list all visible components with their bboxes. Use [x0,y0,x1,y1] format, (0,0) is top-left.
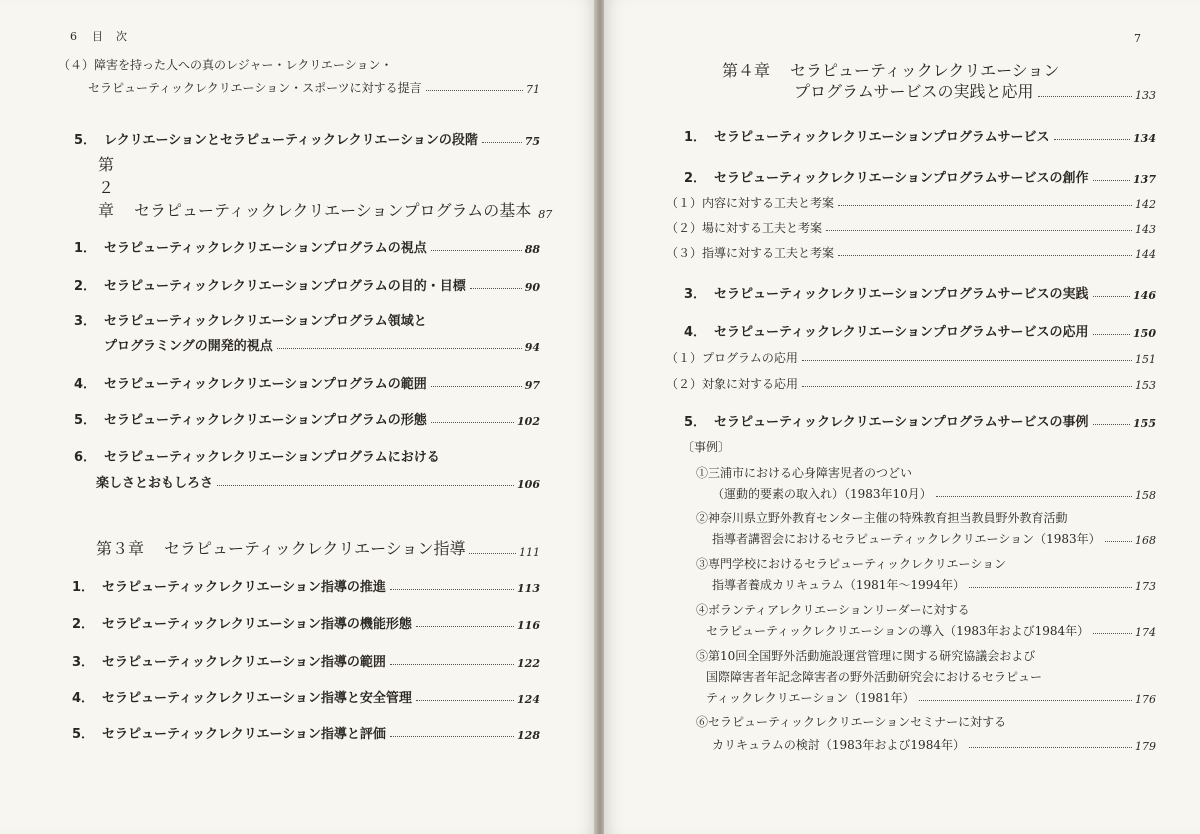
toc-chapter-3[interactable] [96,537,540,559]
section-title: セラピューティックレクリエーションプログラムにおける [104,450,440,465]
case-text: 指導者講習会におけるセラピューティックレクリエーション（1983年） [712,532,1101,546]
chapter-number: 第４章 [722,61,771,80]
toc-entry-ch3-3[interactable] [72,650,540,670]
section-number: 1． [74,241,97,256]
section-number: 2． [72,617,95,632]
toc-chapter-4-line1 [722,58,1059,81]
leader-dots [936,496,1132,497]
page-number: 155 [1133,417,1156,430]
leader-dots [217,485,514,486]
page-number: 71 [526,83,540,96]
toc-entry-ch3-1[interactable] [72,575,540,595]
leader-dots [431,250,522,251]
section-number: 6． [74,450,97,465]
sub-label: （１） [666,196,703,210]
page-number: 113 [517,582,540,595]
contents-title: 目 次 [92,30,128,43]
chapter-title: セラピューティックレクリエーション [790,61,1060,80]
section-number: 1． [72,580,95,595]
leader-dots [416,700,514,701]
item4-line1 [58,56,393,73]
leader-dots [470,288,522,289]
toc-chapter-4[interactable] [794,80,1156,102]
section-number: 5． [72,727,95,742]
section-title: セラピューティックレクリエーションプログラムの範囲 [104,377,427,392]
leader-dots [277,348,522,349]
left-page-header [70,28,128,44]
case-5-line2: 国際障害者年記念障害者の野外活動研究会におけるセラピュー [706,670,1043,684]
leader-dots [1038,96,1132,97]
page-number: 97 [524,379,540,392]
section-title: セラピューティックレクリエーションプログラムサービスの応用 [714,325,1089,340]
case-1-line1: ①三浦市における心身障害児者のつどい [696,466,913,480]
toc-entry-ch2-1[interactable] [74,236,540,256]
section-title: レクリエーションとセラピューティックレクリエーションの段階 [104,133,478,148]
leader-dots [1093,633,1132,634]
leader-dots [826,230,1132,231]
leader-dots [969,747,1132,748]
toc-sub-2-3[interactable] [666,241,1156,261]
page-number: 87 [538,208,553,221]
sub-title: プログラムの応用 [702,351,798,365]
leader-dots [838,205,1132,206]
section-title: セラピューティックレクリエーションプログラムサービスの実践 [714,287,1089,302]
section-number: 4． [684,325,707,340]
leader-dots [802,360,1132,361]
section-title: セラピューティックレクリエーション指導の推進 [102,580,386,595]
section-title-cont: プログラミングの開発的視点 [104,339,273,354]
item4-label: （４） [58,58,95,72]
page-number: 90 [524,281,540,294]
page-number: 94 [524,341,540,354]
toc-entry-ch3-5[interactable] [72,722,540,742]
page-number: 151 [1135,353,1156,366]
toc-sub-4-1[interactable] [666,346,1156,366]
chapter-title-cont: プログラムサービスの実践と応用 [794,82,1034,101]
section-title: セラピューティックレクリエーションプログラムの視点 [104,241,427,256]
leader-dots [802,386,1132,387]
toc-case-4[interactable] [706,619,1156,639]
toc-entry-ch4-3[interactable] [684,282,1156,302]
page-number: 111 [519,546,540,559]
chapter-number: 第３章 [96,539,145,558]
toc-entry-ch2-6-line1 [74,446,440,465]
toc-case-6[interactable] [712,733,1156,753]
section-title: セラピューティックレクリエーション指導と評価 [102,727,386,742]
page-number: 144 [1135,248,1156,261]
leader-dots [1093,296,1131,297]
left-page-number: 6 [70,30,78,43]
leader-dots [431,422,514,423]
toc-sub-4-2[interactable] [666,372,1156,392]
page-number: 106 [517,478,540,491]
case-text: カリキュラムの検討（1983年および1984年） [712,738,965,752]
section-title: セラピューティックレクリエーションプログラムの形態 [104,413,427,428]
section-title: セラピューティックレクリエーションプログラムの目的・目標 [104,279,466,294]
case-6-line1: ⑥セラピューティックレクリエーションセミナーに対する [696,715,1007,729]
toc-entry-ch4-1[interactable] [684,125,1156,145]
toc-chapter-2[interactable] [98,155,553,221]
toc-case-5[interactable] [706,686,1156,706]
toc-entry-ch2-3[interactable] [104,334,540,354]
toc-entry-ch2-5[interactable] [74,408,540,428]
page-number: 88 [524,243,540,256]
page-number: 116 [517,619,540,632]
section-title: セラピューティックレクリエーションプログラムサービス [714,130,1050,145]
toc-case-3[interactable] [712,573,1156,593]
page-number: 142 [1135,198,1156,211]
section-title: セラピューティックレクリエーションプログラムサービスの創作 [714,171,1089,186]
page-number: 174 [1135,626,1156,639]
toc-entry-ch2-2[interactable] [74,274,540,294]
leader-dots [1054,139,1131,140]
section-title-cont: 楽しさとおもしろさ [96,476,214,491]
toc-entry-item4[interactable] [88,76,540,96]
case-4-line1: ④ボランティアレクリエーションリーダーに対する [696,603,970,617]
section-number: 4． [72,691,95,706]
sub-title: 内容に対する工夫と考案 [702,196,835,210]
toc-entry-ch4-5[interactable] [684,410,1156,430]
leader-dots [390,664,514,665]
leader-dots [1093,180,1131,181]
section-number: 3． [74,314,97,329]
page-number: 179 [1135,740,1156,753]
leader-dots [416,626,514,627]
sub-label: （３） [666,246,703,260]
page-number: 75 [524,135,540,148]
sub-label: （２） [666,377,703,391]
leader-dots [1093,424,1131,425]
section-title: セラピューティックレクリエーション指導と安全管理 [102,691,412,706]
section-title: セラピューティックレクリエーション指導の範囲 [102,655,386,670]
leader-dots [426,90,523,91]
leader-dots [469,553,516,554]
case-5-line1: ⑤第10回全国野外活動施設運営管理に関する研究協議会および [696,649,1036,663]
section-title: セラピューティックレクリエーションプログラム領域と [104,314,427,329]
right-page [604,0,1200,834]
toc-sub-2-2[interactable] [666,216,1156,236]
section-title: セラピューティックレクリエーションプログラムサービスの事例 [714,415,1089,430]
sub-title: 対象に対する応用 [702,377,799,391]
page-number: 134 [1133,132,1156,145]
page-number: 128 [517,729,540,742]
toc-entry-sec5[interactable] [74,128,540,148]
leader-dots [969,587,1132,588]
leader-dots [838,255,1132,256]
toc-entry-ch4-4[interactable] [684,320,1156,340]
chapter-title: セラピューティックレクリエーション指導 [164,539,466,558]
case-text: ティックレクリエーション（1981年） [706,691,915,705]
page-number: 173 [1135,580,1156,593]
section-number: 1． [684,130,707,145]
leader-dots [482,142,522,143]
toc-entry-ch2-3-line1 [74,310,427,329]
toc-case-2[interactable] [712,527,1156,547]
section-number: 3． [72,655,95,670]
page-number: 168 [1135,534,1156,547]
page-number: 122 [517,657,540,670]
sub-label: （２） [666,221,703,235]
toc-entry-ch3-2[interactable] [72,612,540,632]
case-2-line1: ②神奈川県立野外教育センター主催の特殊教育担当教員野外教育活動 [696,511,1068,525]
section-number: 5． [74,413,97,428]
item4-text1: 障害を持った人への真のレジャー・レクリエーション・ [94,58,393,72]
toc-sub-2-1[interactable] [666,191,1156,211]
sub-title: 指導に対する工夫と考案 [702,246,835,260]
chapter-title: セラピューティックレクリエーションプログラムの基本 [134,201,532,220]
sub-label: （１） [666,351,703,365]
page-number: 146 [1133,289,1156,302]
toc-entry-ch2-4[interactable] [74,372,540,392]
page-number: 133 [1135,89,1156,102]
case-text: （運動的要素の取入れ）（1983年10月） [712,487,932,501]
case-text: 指導者養成カリキュラム（1981年～1994年） [712,578,965,592]
right-page-number: 7 [1134,32,1142,45]
toc-entry-ch3-4[interactable] [72,686,540,706]
case-text: セラピューティックレクリエーションの導入（1983年および1984年） [706,624,1090,638]
leader-dots [1105,541,1132,542]
page-number: 143 [1135,223,1156,236]
leader-dots [1093,334,1131,335]
page-number: 124 [517,693,540,706]
page-number: 137 [1133,173,1156,186]
toc-case-1[interactable] [712,482,1156,502]
sub-title: 場に対する工夫と考案 [702,221,823,235]
page-number: 176 [1135,693,1156,706]
page-number: 150 [1133,327,1156,340]
leader-dots [390,589,514,590]
item4-text2: セラピューティックレクリエーション・スポーツに対する提言 [88,81,422,95]
left-page [0,0,596,834]
section-number: 4． [74,377,97,392]
toc-entry-ch4-2[interactable] [684,166,1156,186]
leader-dots [431,386,522,387]
leader-dots [919,700,1132,701]
section-number: 5． [684,415,707,430]
leader-dots [390,736,514,737]
section-number: 5． [74,133,97,148]
page-number: 158 [1135,489,1156,502]
section-number: 2． [684,171,707,186]
case-3-line1: ③専門学校におけるセラピューティックレクリエーション [696,557,1007,571]
toc-entry-ch2-6[interactable] [96,471,540,491]
section-number: 3． [684,287,707,302]
page-number: 153 [1135,379,1156,392]
section-title: セラピューティックレクリエーション指導の機能形態 [102,617,412,632]
page-number: 102 [517,415,540,428]
cases-label: 〔事例〕 [682,440,731,454]
section-number: 2． [74,279,97,294]
chapter-number: 第２章 [98,155,115,220]
